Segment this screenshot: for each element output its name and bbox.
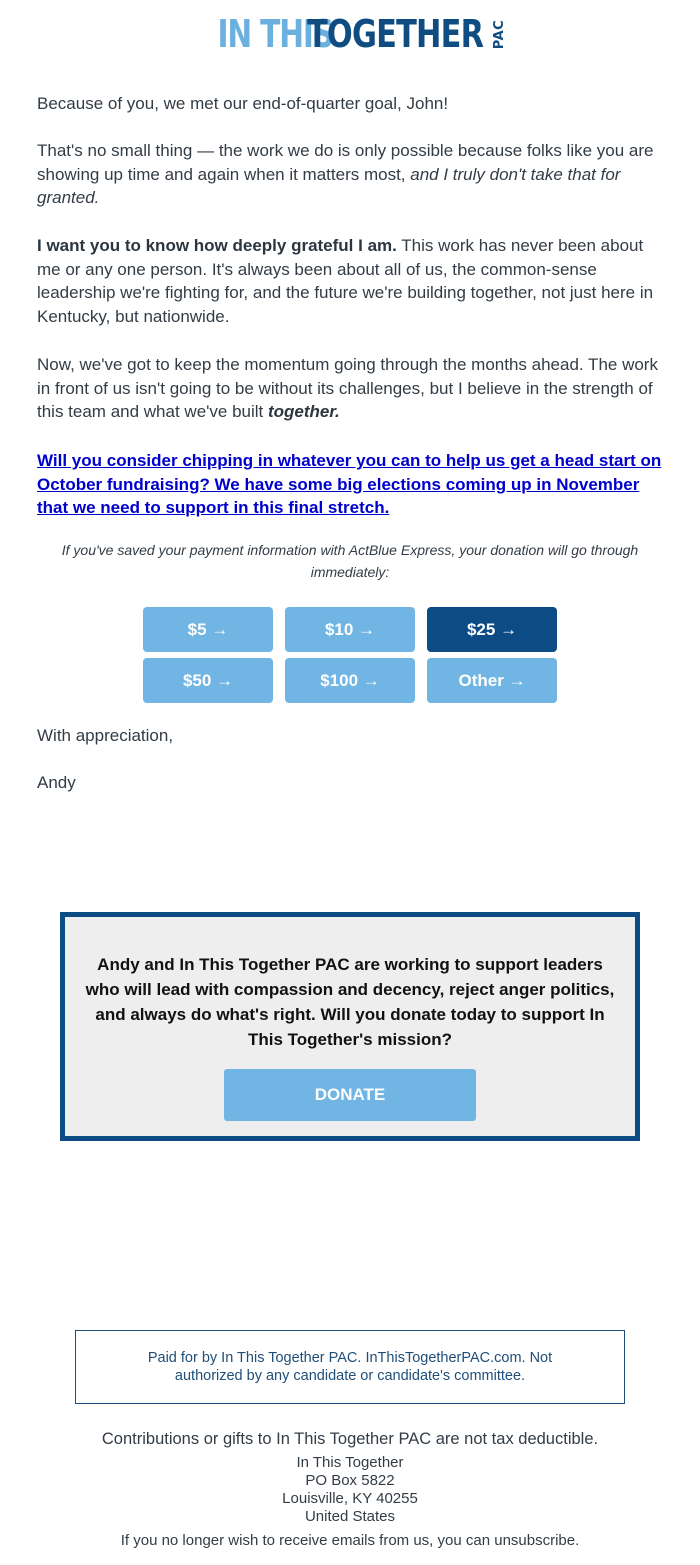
logo-text-pac: PAC	[492, 19, 508, 49]
momentum-text: Now, we've got to keep the momentum going through the months ahead. The work in front of us isn't going to be without its challenges, but I believe in the strength of this team and what we've built	[37, 355, 658, 421]
logo-text-light: IN THIS	[217, 12, 334, 56]
momentum-emphasis: together.	[267, 402, 340, 421]
logo-text-dark: TOGETHER	[307, 12, 484, 56]
footer-country: United States	[304, 1508, 396, 1525]
grateful-paragraph	[37, 234, 667, 328]
donate-50-button[interactable]: $50 →	[143, 658, 273, 703]
logo	[0, 12, 700, 56]
grateful-text: This work has never been about me or any one person. It's always been about all of us, the common-sense leadership we're fighting for, and the future we're building together, not just here in Kentucky, but nationwide.	[37, 236, 654, 326]
donate-callout-box	[60, 912, 640, 1141]
thanks-paragraph	[37, 139, 667, 210]
thanks-emphasis: and I truly don't take that for granted.	[37, 164, 621, 207]
donate-other-button[interactable]: Other →	[427, 658, 557, 703]
ask-link[interactable]: Will you consider chipping in whatever you can to help us get a head start on October fundraising? We have some big elections coming up in November that we need to support in this final stretch.	[37, 451, 662, 517]
sign-off: With appreciation,	[37, 726, 174, 745]
donate-25-button[interactable]: $25 →	[427, 607, 557, 652]
grateful-bold: I want you to know how deeply grateful I am.	[37, 236, 397, 255]
signature: Andy	[37, 773, 76, 792]
donate-5-button[interactable]: $5 →	[143, 607, 273, 652]
thanks-text: That's no small thing — the work we do is only possible because folks like you are showing up time and again when it matters most,	[37, 141, 654, 184]
footer-city: Louisville, KY 40255	[282, 1490, 418, 1507]
donate-10-button[interactable]: $10 →	[285, 607, 415, 652]
unsubscribe-text[interactable]: If you no longer wish to receive emails from us, you can unsubscribe.	[120, 1532, 580, 1549]
paid-for-text: Paid for by In This Together PAC. InThisTogetherPAC.com. Not authorized by any candidate or candidate's committee.	[147, 1350, 553, 1384]
paid-for-disclaimer	[75, 1330, 625, 1404]
actblue-express-note: If you've saved your payment information with ActBlue Express, your donation will go through immediately:	[61, 542, 639, 580]
momentum-paragraph	[37, 353, 667, 424]
greeting-paragraph: Because of you, we met our end-of-quarter goal, John!	[37, 94, 449, 113]
donate-button[interactable]: DONATE	[224, 1069, 476, 1121]
footer-po-box: PO Box 5822	[305, 1472, 395, 1489]
donate-callout-text: Andy and In This Together PAC are working to support leaders who will lead with compassion and decency, reject anger politics, and always do what's right. Will you donate today to support In This Together's mission?	[85, 955, 615, 1049]
footer-org: In This Together	[296, 1454, 404, 1471]
tax-note: Contributions or gifts to In This Together PAC are not tax deductible.	[101, 1430, 599, 1448]
donate-100-button[interactable]: $100 →	[285, 658, 415, 703]
